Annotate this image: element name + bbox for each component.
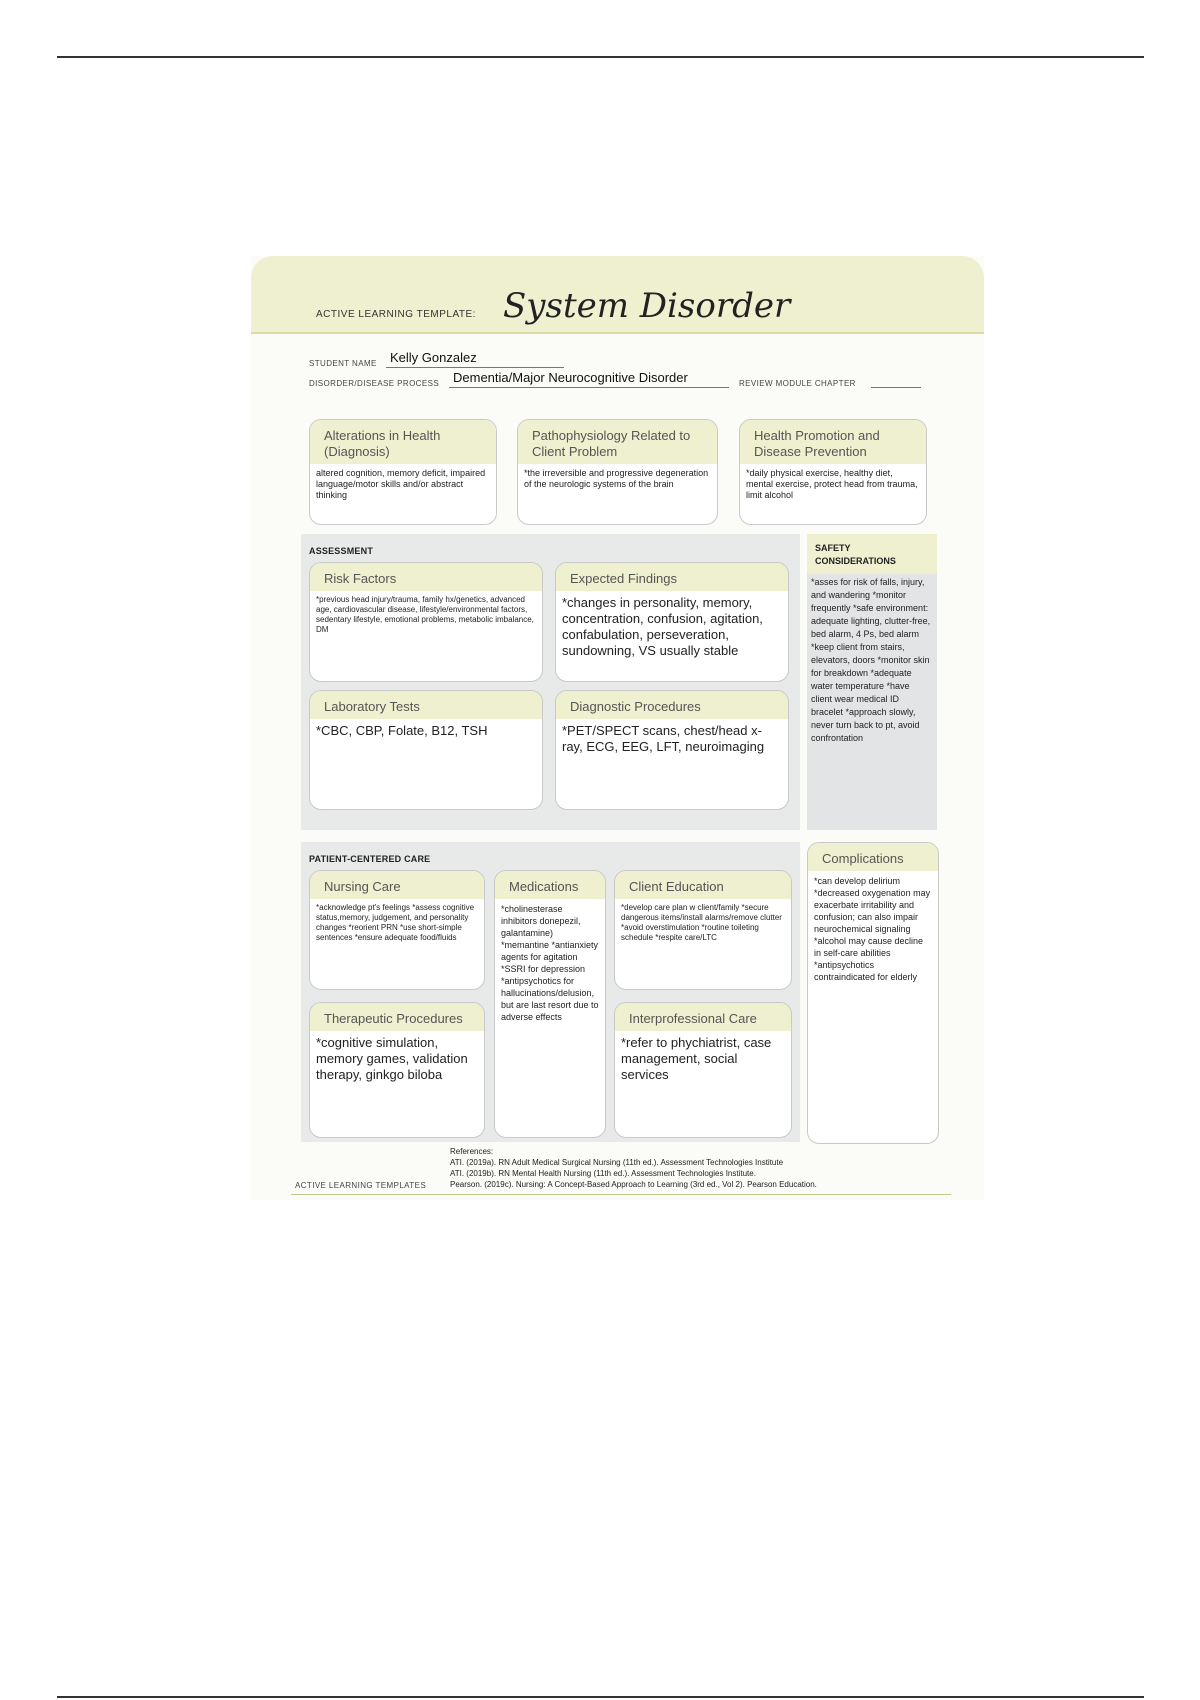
health-promotion-title: Health Promotion and Disease Prevention: [740, 420, 926, 464]
nursing-care-body: *acknowledge pt's feelings *assess cognitive status,memory, judgement, and personality changes *reorient PRN *use short-simple sentences *ensure adequate food/fluids: [316, 903, 475, 942]
complications-body: *can develop delirium *decreased oxygenation may exacerbate irritability and confusion; can also impair neurochemical signaling *alcohol may cause decline in self-care abilities *antipsychotics contraindicated for elderly: [814, 876, 931, 982]
student-name-value: Kelly Gonzalez: [390, 350, 477, 365]
nursing-care-title: Nursing Care: [310, 871, 484, 899]
medications-body: *cholinesterase inhibitors donepezil, galantamine) *memantine *antianxiety agents for agitation *SSRI for depression *antipsychotics for hallucinations/delusion, but are last resort due to adverse effects: [501, 904, 599, 1022]
disorder-label: DISORDER/DISEASE PROCESS: [309, 379, 440, 388]
pathophysiology-body: *the irreversible and progressive degeneration of the neurologic systems of the brain: [524, 468, 709, 489]
assessment-label: ASSESSMENT: [309, 546, 374, 556]
health-promotion-card: [739, 419, 927, 525]
bottom-rule: [57, 1696, 1144, 1698]
top-rule: [57, 56, 1144, 58]
pathophysiology-card: [517, 419, 718, 525]
safety-panel: [807, 534, 937, 830]
diagnostic-procedures-title: Diagnostic Procedures: [556, 691, 788, 719]
disorder-line: [449, 387, 729, 388]
expected-findings-body: *changes in personality, memory, concentration, confusion, agitation, confabulation, perseveration, sundowning, VS usually stable: [562, 595, 763, 658]
review-module-label: REVIEW MODULE CHAPTER: [739, 379, 856, 388]
laboratory-tests-card: [309, 690, 543, 810]
disorder-value: Dementia/Major Neurocognitive Disorder: [453, 370, 688, 385]
diagnostic-procedures-card: [555, 690, 789, 810]
reference-2: ATI. (2019b). RN Mental Health Nursing (11th ed.). Assessment Technologies Institute.: [450, 1169, 756, 1178]
template-sheet: [251, 256, 984, 1200]
student-name-line: [386, 367, 564, 368]
reference-3: Pearson. (2019c). Nursing: A Concept-Based Approach to Learning (3rd ed., Vol 2). Pearson Education.: [450, 1180, 817, 1189]
therapeutic-procedures-body: *cognitive simulation, memory games, validation therapy, ginkgo biloba: [316, 1035, 468, 1082]
reference-1: ATI. (2019a). RN Adult Medical Surgical Nursing (11th ed.). Assessment Technologies Institute: [450, 1158, 784, 1167]
risk-factors-body: *previous head injury/trauma, family hx/genetics, advanced age, cardiovascular disease, lifestyle/environmental factors, sedentary lifestyle, emotional problems, metabolic imbalance, DM: [316, 595, 534, 634]
references: [450, 1146, 817, 1190]
interprofessional-care-body: *refer to phychiatrist, case management, social services: [621, 1035, 772, 1082]
expected-findings-card: [555, 562, 789, 682]
template-title: System Disorder: [503, 286, 791, 326]
complications-card: [807, 842, 939, 1144]
health-promotion-body: *daily physical exercise, healthy diet, mental exercise, protect head from trauma, limit alcohol: [746, 468, 918, 500]
risk-factors-title: Risk Factors: [310, 563, 542, 591]
client-education-title: Client Education: [615, 871, 791, 899]
diagnostic-procedures-body: *PET/SPECT scans, chest/head x-ray, ECG, EEG, LFT, neuroimaging: [562, 723, 765, 754]
laboratory-tests-body: *CBC, CBP, Folate, B12, TSH: [316, 723, 488, 738]
laboratory-tests-title: Laboratory Tests: [310, 691, 542, 719]
interprofessional-care-card: [614, 1002, 792, 1138]
therapeutic-procedures-card: [309, 1002, 485, 1138]
student-name-label: STUDENT NAME: [309, 359, 377, 368]
footer-label: ACTIVE LEARNING TEMPLATES: [295, 1181, 427, 1190]
expected-findings-title: Expected Findings: [556, 563, 788, 591]
footer-line: [291, 1194, 951, 1195]
alterations-title: Alterations in Health (Diagnosis): [310, 420, 496, 464]
template-banner: [251, 256, 984, 334]
references-label: References:: [450, 1147, 494, 1156]
therapeutic-procedures-title: Therapeutic Procedures: [310, 1003, 484, 1031]
risk-factors-card: [309, 562, 543, 682]
medications-card: [494, 870, 606, 1138]
client-education-card: [614, 870, 792, 990]
patient-care-label: PATIENT-CENTERED CARE: [309, 854, 431, 864]
pathophysiology-title: Pathophysiology Related to Client Problem: [518, 420, 717, 464]
medications-title: Medications: [495, 871, 605, 899]
client-education-body: *develop care plan w client/family *secure dangerous items/install alarms/remove clutter *avoid overstimulation *routine toileting schedule *respite care/LTC: [621, 903, 782, 942]
alterations-body: altered cognition, memory deficit, impaired language/motor skills and/or abstract thinking: [316, 468, 486, 500]
template-label: ACTIVE LEARNING TEMPLATE:: [316, 309, 476, 320]
safety-body: *asses for risk of falls, injury, and wandering *monitor frequently *safe environment: adequate lighting, clutter-free, bed alarm, 4 Ps, bed alarm *keep client from stairs, elevators, doors *monitor skin for breakdown *adequate water temperature *have client wear medical ID bracelet *approach slowly, never turn back to pt, avoid confrontation: [811, 577, 931, 743]
review-module-line: [871, 387, 921, 388]
nursing-care-card: [309, 870, 485, 990]
safety-title: SAFETY CONSIDERATIONS: [807, 534, 937, 574]
complications-title: Complications: [808, 843, 938, 871]
alterations-card: [309, 419, 497, 525]
interprofessional-care-title: Interprofessional Care: [615, 1003, 791, 1031]
